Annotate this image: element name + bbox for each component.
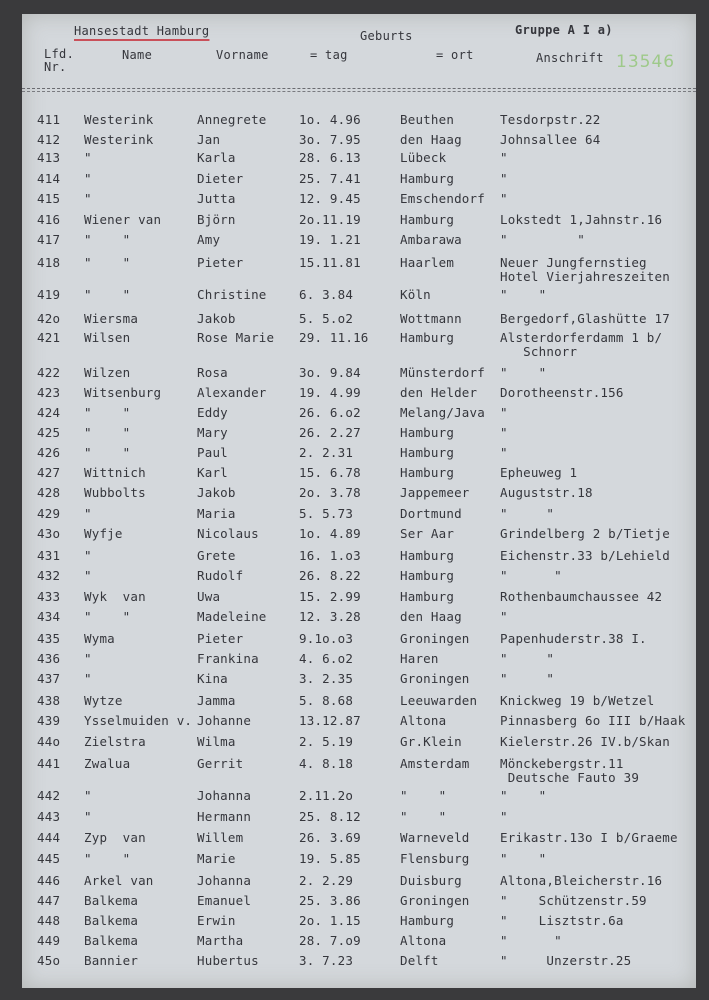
birth-date: 4. 6.o2: [299, 651, 354, 666]
birth-date: 26. 3.69: [299, 830, 361, 845]
birth-place: Beuthen: [400, 112, 455, 127]
column-header-tag: = tag: [310, 48, 348, 62]
first-name: Mary: [197, 425, 228, 440]
first-name: Nicolaus: [197, 526, 259, 541]
address: Mönckebergstr.11 Deutsche Fauto 39: [500, 756, 640, 785]
surname: Wyk van: [84, 589, 146, 604]
first-name: Jakob: [197, 311, 236, 326]
birth-place: Flensburg: [400, 851, 470, 866]
birth-place: den Haag: [400, 609, 462, 624]
address: ": [500, 425, 508, 440]
address: Epheuweg 1: [500, 465, 578, 480]
row-number: 441: [37, 756, 61, 771]
surname: Wyfje: [84, 526, 123, 541]
row-number: 422: [37, 365, 61, 380]
surname: Westerink: [84, 132, 154, 147]
surname: Wiersma: [84, 311, 139, 326]
row-number: 427: [37, 465, 61, 480]
row-number: 442: [37, 788, 61, 803]
first-name: Amy: [197, 232, 221, 247]
address: ": [500, 609, 508, 624]
birth-place: Lübeck: [400, 150, 447, 165]
row-number: 424: [37, 405, 61, 420]
birth-date: 2o. 3.78: [299, 485, 361, 500]
row-number: 435: [37, 631, 61, 646]
row-number: 43o: [37, 526, 61, 541]
row-number: 428: [37, 485, 61, 500]
address: ": [500, 191, 508, 206]
first-name: Hermann: [197, 809, 252, 824]
birth-place: Melang/Java: [400, 405, 485, 420]
address: " Unzerstr.25: [500, 953, 632, 968]
birth-date: 15. 6.78: [299, 465, 361, 480]
birth-date: 19. 5.85: [299, 851, 361, 866]
column-header-anschrift: Anschrift: [536, 51, 604, 65]
surname: " ": [84, 287, 131, 302]
birth-date: 15. 2.99: [299, 589, 361, 604]
surname: " ": [84, 609, 131, 624]
address: Alsterdorferdamm 1 b/ Schnorr: [500, 330, 663, 359]
surname: " ": [84, 851, 131, 866]
birth-place: den Haag: [400, 132, 462, 147]
address: " ": [500, 651, 555, 666]
row-number: 436: [37, 651, 61, 666]
birth-place: Altona: [400, 713, 447, 728]
surname: Balkema: [84, 933, 139, 948]
column-header-vorname: Vorname: [216, 48, 269, 62]
first-name: Martha: [197, 933, 244, 948]
birth-date: 13.12.87: [299, 713, 361, 728]
birth-place: " ": [400, 788, 447, 803]
surname: ": [84, 548, 92, 563]
birth-date: 3. 7.23: [299, 953, 354, 968]
first-name: Jamma: [197, 693, 236, 708]
surname: Balkema: [84, 913, 139, 928]
row-number: 434: [37, 609, 61, 624]
birth-date: 12. 9.45: [299, 191, 361, 206]
first-name: Hubertus: [197, 953, 259, 968]
surname: " ": [84, 405, 131, 420]
birth-place: Duisburg: [400, 873, 462, 888]
birth-place: Ser Aar: [400, 526, 455, 541]
first-name: Karla: [197, 150, 236, 165]
birth-place: Altona: [400, 933, 447, 948]
city-heading: Hansestadt Hamburg: [74, 24, 210, 38]
birth-date: 2. 5.19: [299, 734, 354, 749]
first-name: Pieter: [197, 255, 244, 270]
archive-stamp: 13546: [616, 52, 676, 72]
birth-place: Haarlem: [400, 255, 455, 270]
birth-place: Hamburg: [400, 589, 455, 604]
table-row: [22, 331, 696, 359]
address: Dorotheenstr.156: [500, 385, 624, 400]
surname: Wilzen: [84, 365, 131, 380]
surname: Ysselmuiden v.: [84, 713, 193, 728]
birth-place: Groningen: [400, 893, 470, 908]
birth-place: Leeuwarden: [400, 693, 478, 708]
birth-place: Groningen: [400, 671, 470, 686]
first-name: Wilma: [197, 734, 236, 749]
first-name: Jutta: [197, 191, 236, 206]
address: Rothenbaumchaussee 42: [500, 589, 663, 604]
birth-date: 2o.11.19: [299, 212, 361, 227]
first-name: Johanna: [197, 873, 252, 888]
address: Erikastr.13o I b/Graeme: [500, 830, 678, 845]
birth-place: Hamburg: [400, 465, 455, 480]
birth-date: 4. 8.18: [299, 756, 354, 771]
first-name: Dieter: [197, 171, 244, 186]
first-name: Paul: [197, 445, 228, 460]
row-number: 444: [37, 830, 61, 845]
surname: Wyma: [84, 631, 115, 646]
row-number: 449: [37, 933, 61, 948]
row-number: 415: [37, 191, 61, 206]
birth-place: Hamburg: [400, 568, 455, 583]
row-number: 42o: [37, 311, 61, 326]
surname: Wubbolts: [84, 485, 146, 500]
birth-place: Hamburg: [400, 548, 455, 563]
first-name: Frankina: [197, 651, 259, 666]
address: " Schützenstr.59: [500, 893, 647, 908]
row-number: 421: [37, 330, 61, 345]
first-name: Jakob: [197, 485, 236, 500]
first-name: Björn: [197, 212, 236, 227]
address: ": [500, 405, 508, 420]
row-number: 448: [37, 913, 61, 928]
table-row: [22, 757, 696, 785]
birth-date: 9.1o.o3: [299, 631, 354, 646]
address: ": [500, 809, 508, 824]
birth-date: 3o. 9.84: [299, 365, 361, 380]
birth-date: 2. 2.31: [299, 445, 354, 460]
first-name: Willem: [197, 830, 244, 845]
surname: Zyp van: [84, 830, 146, 845]
surname: ": [84, 651, 92, 666]
first-name: Rudolf: [197, 568, 244, 583]
birth-place: Haren: [400, 651, 439, 666]
birth-place: Köln: [400, 287, 431, 302]
birth-date: 25. 8.12: [299, 809, 361, 824]
surname: ": [84, 568, 92, 583]
birth-place: Hamburg: [400, 212, 455, 227]
birth-date: 3o. 7.95: [299, 132, 361, 147]
address: Kielerstr.26 IV.b/Skan: [500, 734, 670, 749]
surname: Westerink: [84, 112, 154, 127]
birth-date: 28. 6.13: [299, 150, 361, 165]
birth-date: 6. 3.84: [299, 287, 354, 302]
birth-date: 19. 1.21: [299, 232, 361, 247]
birth-place: Hamburg: [400, 445, 455, 460]
row-number: 419: [37, 287, 61, 302]
birth-date: 2o. 1.15: [299, 913, 361, 928]
first-name: Maria: [197, 506, 236, 521]
surname: " ": [84, 255, 131, 270]
row-number: 418: [37, 255, 61, 270]
birth-date: 1o. 4.96: [299, 112, 361, 127]
birth-place: Warneveld: [400, 830, 470, 845]
birth-place: Münsterdorf: [400, 365, 485, 380]
document-page: [22, 14, 696, 988]
row-number: 439: [37, 713, 61, 728]
address: Neuer Jungfernstieg Hotel Vierjahreszeiten: [500, 255, 670, 284]
first-name: Christine: [197, 287, 267, 302]
birth-place: Amsterdam: [400, 756, 470, 771]
address: Lokstedt 1,Jahnstr.16: [500, 212, 663, 227]
first-name: Johanna: [197, 788, 252, 803]
address: " ": [500, 851, 547, 866]
surname: ": [84, 191, 92, 206]
first-name: Eddy: [197, 405, 228, 420]
birth-date: 25. 7.41: [299, 171, 361, 186]
surname: Zielstra: [84, 734, 146, 749]
row-number: 413: [37, 150, 61, 165]
birth-place: Jappemeer: [400, 485, 470, 500]
address: Knickweg 19 b/Wetzel: [500, 693, 655, 708]
address: ": [500, 150, 508, 165]
surname: " ": [84, 445, 131, 460]
birth-place: Gr.Klein: [400, 734, 462, 749]
row-number: 432: [37, 568, 61, 583]
birth-place: Hamburg: [400, 330, 455, 345]
first-name: Gerrit: [197, 756, 244, 771]
address: Johnsallee 64: [500, 132, 601, 147]
address: Eichenstr.33 b/Lehield: [500, 548, 670, 563]
row-number: 414: [37, 171, 61, 186]
surname: ": [84, 671, 92, 686]
address: Auguststr.18: [500, 485, 593, 500]
surname: ": [84, 506, 92, 521]
row-number: 437: [37, 671, 61, 686]
surname: ": [84, 150, 92, 165]
birth-date: 19. 4.99: [299, 385, 361, 400]
birth-date: 26. 6.o2: [299, 405, 361, 420]
birth-place: Hamburg: [400, 913, 455, 928]
birth-date: 26. 2.27: [299, 425, 361, 440]
surname: Wiener van: [84, 212, 162, 227]
birth-place: Hamburg: [400, 425, 455, 440]
birth-date: 16. 1.o3: [299, 548, 361, 563]
birth-date: 5. 5.73: [299, 506, 354, 521]
first-name: Annegrete: [197, 112, 267, 127]
first-name: Madeleine: [197, 609, 267, 624]
birth-place: Groningen: [400, 631, 470, 646]
row-number: 44o: [37, 734, 61, 749]
address: " ": [500, 287, 547, 302]
row-number: 417: [37, 232, 61, 247]
address: " ": [500, 568, 562, 583]
surname: ": [84, 171, 92, 186]
row-number: 425: [37, 425, 61, 440]
address: Bergedorf,Glashütte 17: [500, 311, 670, 326]
address: " ": [500, 232, 585, 247]
address: Pinnasberg 6o III b/Haak: [500, 713, 686, 728]
address: ": [500, 445, 508, 460]
first-name: Erwin: [197, 913, 236, 928]
surname: Bannier: [84, 953, 139, 968]
geburts-heading: Geburts: [360, 29, 413, 43]
row-number: 431: [37, 548, 61, 563]
address: " ": [500, 788, 547, 803]
address: Papenhuderstr.38 I.: [500, 631, 647, 646]
birth-date: 12. 3.28: [299, 609, 361, 624]
birth-date: 29. 11.16: [299, 330, 369, 345]
birth-place: Hamburg: [400, 171, 455, 186]
surname: " ": [84, 232, 131, 247]
birth-place: " ": [400, 809, 447, 824]
address: Grindelberg 2 b/Tietje: [500, 526, 670, 541]
birth-place: Dortmund: [400, 506, 462, 521]
row-number: 423: [37, 385, 61, 400]
table-row: [22, 954, 696, 982]
first-name: Kina: [197, 671, 228, 686]
header-divider: [22, 91, 696, 92]
address: " ": [500, 506, 555, 521]
birth-date: 15.11.81: [299, 255, 361, 270]
birth-date: 5. 5.o2: [299, 311, 354, 326]
first-name: Johanne: [197, 713, 252, 728]
row-number: 443: [37, 809, 61, 824]
address: Tesdorpstr.22: [500, 112, 601, 127]
surname: Balkema: [84, 893, 139, 908]
surname: ": [84, 788, 92, 803]
birth-place: den Helder: [400, 385, 478, 400]
first-name: Alexander: [197, 385, 267, 400]
row-number: 411: [37, 112, 61, 127]
first-name: Jan: [197, 132, 221, 147]
first-name: Rose Marie: [197, 330, 275, 345]
address: " ": [500, 933, 562, 948]
column-header-ort: = ort: [436, 48, 474, 62]
first-name: Grete: [197, 548, 236, 563]
birth-date: 26. 8.22: [299, 568, 361, 583]
address: Altona,Bleicherstr.16: [500, 873, 663, 888]
address: " Lisztstr.6a: [500, 913, 624, 928]
birth-date: 2. 2.29: [299, 873, 354, 888]
birth-date: 1o. 4.89: [299, 526, 361, 541]
address: ": [500, 171, 508, 186]
first-name: Uwa: [197, 589, 221, 604]
address: " ": [500, 365, 547, 380]
birth-date: 28. 7.o9: [299, 933, 361, 948]
first-name: Rosa: [197, 365, 228, 380]
first-name: Pieter: [197, 631, 244, 646]
row-number: 446: [37, 873, 61, 888]
surname: Wittnich: [84, 465, 146, 480]
first-name: Marie: [197, 851, 236, 866]
birth-date: 3. 2.35: [299, 671, 354, 686]
row-number: 445: [37, 851, 61, 866]
first-name: Emanuel: [197, 893, 252, 908]
row-number: 412: [37, 132, 61, 147]
column-header-name: Name: [122, 48, 153, 62]
row-number: 438: [37, 693, 61, 708]
address: " ": [500, 671, 555, 686]
surname: ": [84, 809, 92, 824]
row-number: 45o: [37, 953, 61, 968]
surname: Witsenburg: [84, 385, 162, 400]
row-number: 447: [37, 893, 61, 908]
row-number: 433: [37, 589, 61, 604]
surname: " ": [84, 425, 131, 440]
birth-place: Ambarawa: [400, 232, 462, 247]
row-number: 426: [37, 445, 61, 460]
column-header-nr: Lfd. Nr.: [44, 47, 75, 74]
group-heading: Gruppe A I a): [515, 23, 613, 37]
birth-date: 25. 3.86: [299, 893, 361, 908]
birth-date: 2.11.2o: [299, 788, 354, 803]
birth-place: Wottmann: [400, 311, 462, 326]
surname: Wilsen: [84, 330, 131, 345]
surname: Arkel van: [84, 873, 154, 888]
row-number: 429: [37, 506, 61, 521]
surname: Zwalua: [84, 756, 131, 771]
row-number: 416: [37, 212, 61, 227]
birth-place: Delft: [400, 953, 439, 968]
table-row: [22, 256, 696, 284]
birth-place: Emschendorf: [400, 191, 485, 206]
surname: Wytze: [84, 693, 123, 708]
first-name: Karl: [197, 465, 228, 480]
birth-date: 5. 8.68: [299, 693, 354, 708]
header-divider: [22, 88, 696, 89]
